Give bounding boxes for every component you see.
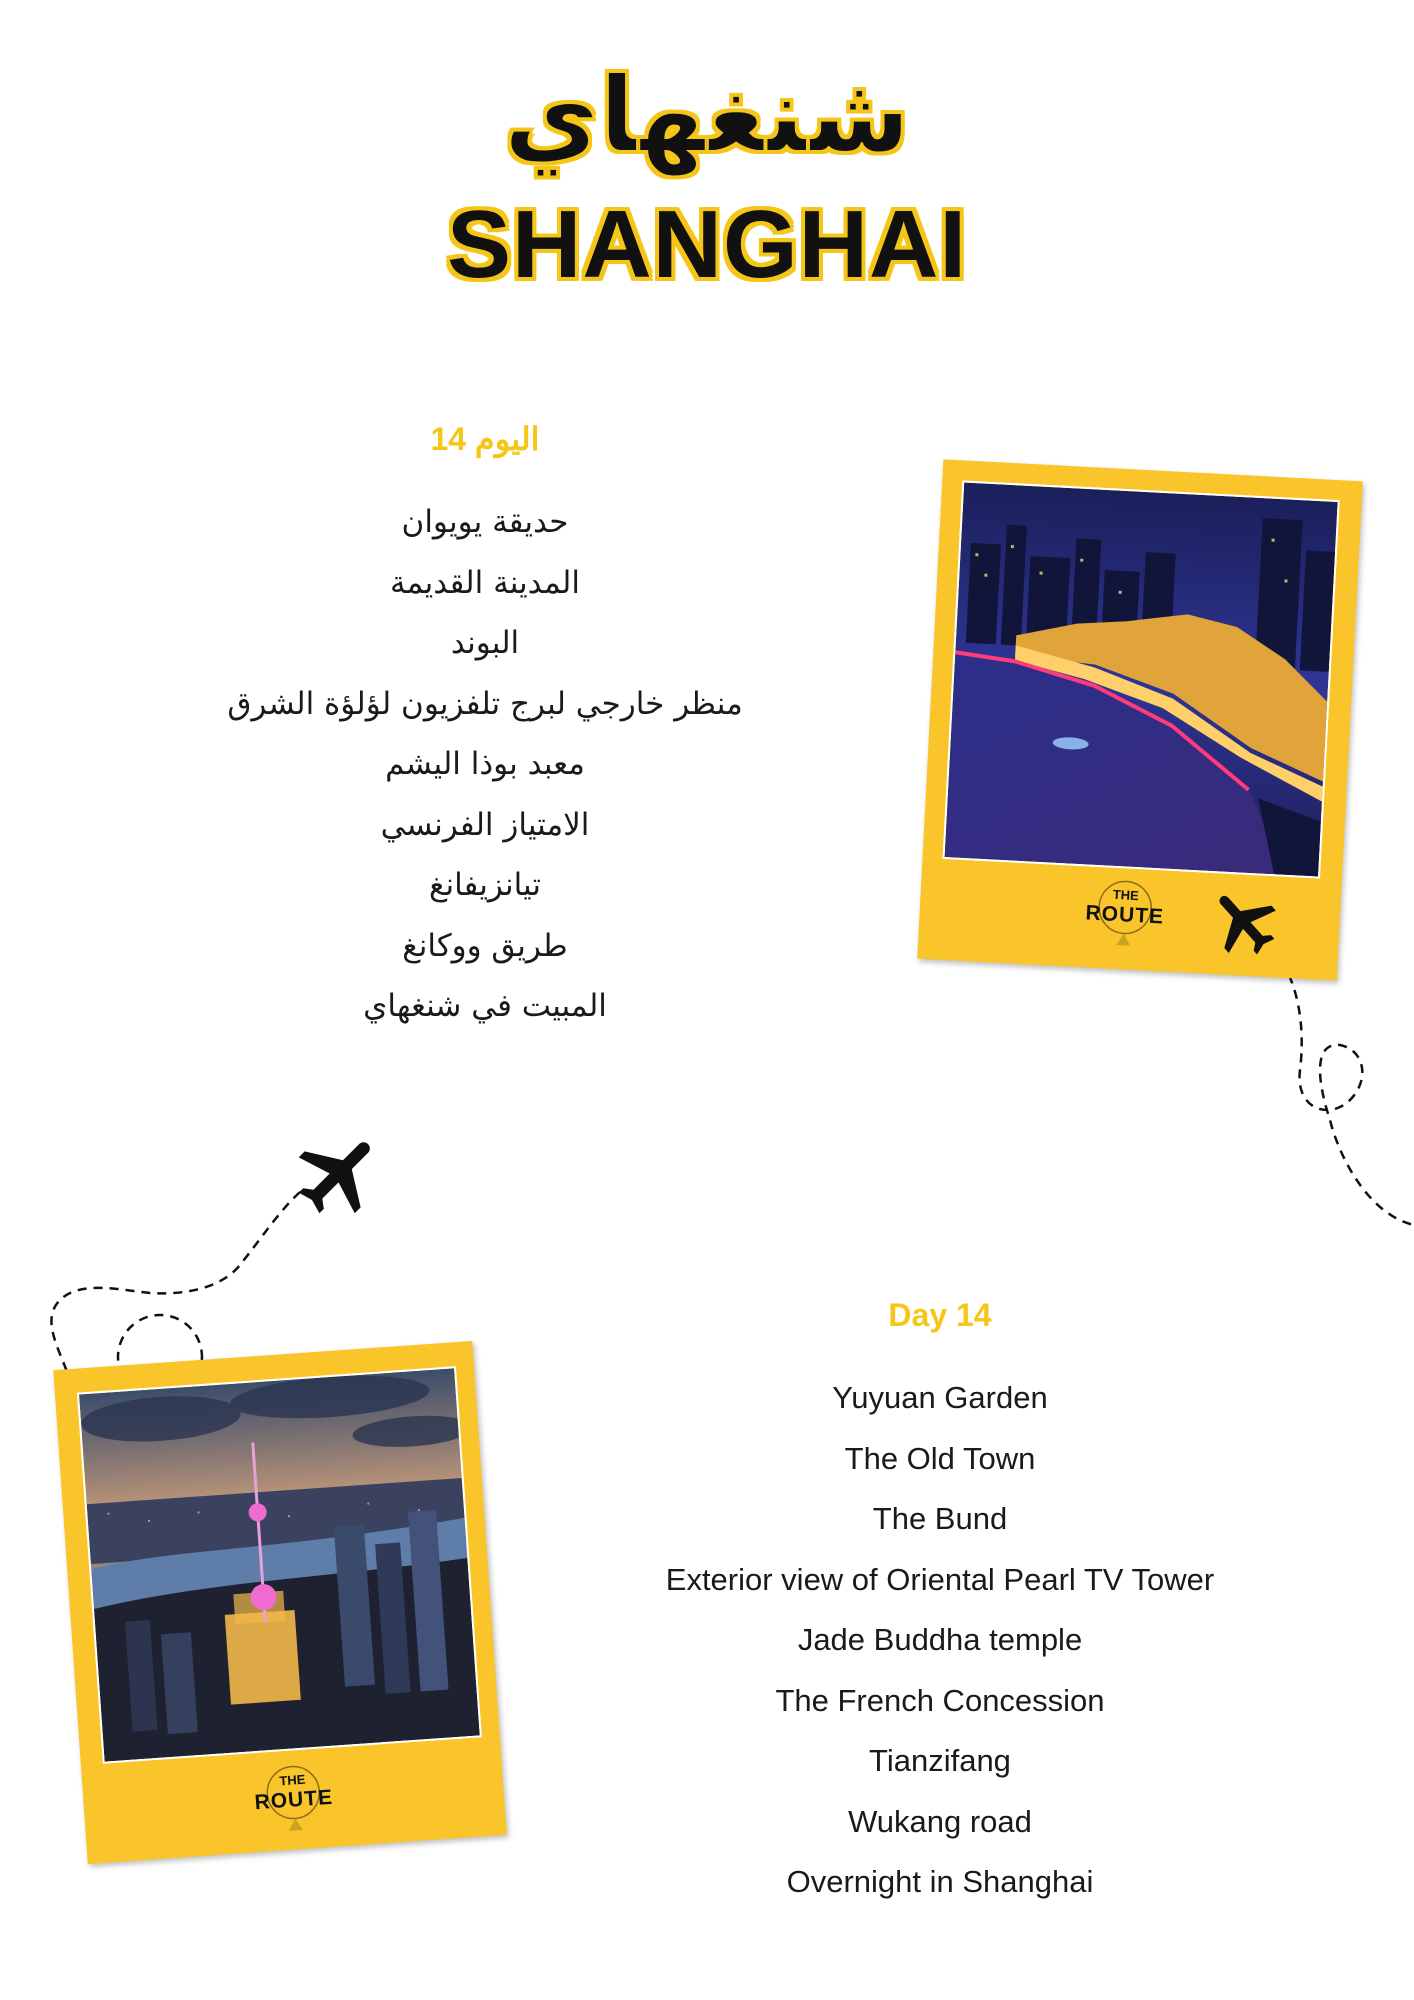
logo-text-the: THE — [278, 1771, 306, 1789]
logo-text-route: ROUTE — [1084, 901, 1165, 929]
arabic-title: شنغهاي — [503, 54, 911, 176]
english-day-heading: Day 14 — [888, 1297, 992, 1333]
list-item: معبد بوذا اليشم — [385, 746, 585, 782]
list-item: The Old Town — [844, 1440, 1036, 1476]
photo-card-the-bund — [917, 459, 1363, 980]
list-item: Exterior view of Oriental Pearl TV Tower — [665, 1561, 1215, 1597]
airplane-icon — [1203, 879, 1287, 963]
logo-text-route: ROUTE — [253, 1785, 334, 1815]
list-item: المبيت في شنغهاي — [363, 988, 607, 1024]
the-route-logo — [236, 1751, 351, 1838]
list-item: منظر خارجي لبرج تلفزيون لؤلؤة الشرق — [227, 685, 743, 722]
list-item: البوند — [450, 625, 520, 661]
list-item: طريق ووكانغ — [402, 927, 568, 964]
english-title: SHANGHAI — [446, 191, 967, 298]
list-item: حديقة يويوان — [401, 504, 569, 540]
photo-pudong-skyline — [77, 1366, 482, 1764]
arabic-day-heading: اليوم 14 — [430, 421, 540, 457]
list-item: المدينة القديمة — [390, 564, 580, 601]
the-route-logo — [1068, 867, 1182, 953]
list-item: Overnight in Shanghai — [786, 1864, 1094, 1899]
airplane-icon — [290, 1125, 390, 1225]
logo-text-the: THE — [1112, 886, 1140, 904]
list-item: The Bund — [872, 1501, 1008, 1536]
list-item: The French Concession — [775, 1682, 1105, 1718]
list-item: تيانزيفانغ — [428, 867, 542, 903]
photo-card-pudong — [53, 1341, 507, 1864]
list-item: Yuyuan Garden — [832, 1380, 1048, 1415]
list-item: الامتياز الفرنسي — [380, 806, 590, 843]
photo-the-bund-night — [942, 480, 1339, 878]
list-item: Tianzifang — [869, 1743, 1011, 1778]
list-item: Jade Buddha temple — [797, 1622, 1083, 1657]
list-item: Wukang road — [848, 1803, 1032, 1839]
